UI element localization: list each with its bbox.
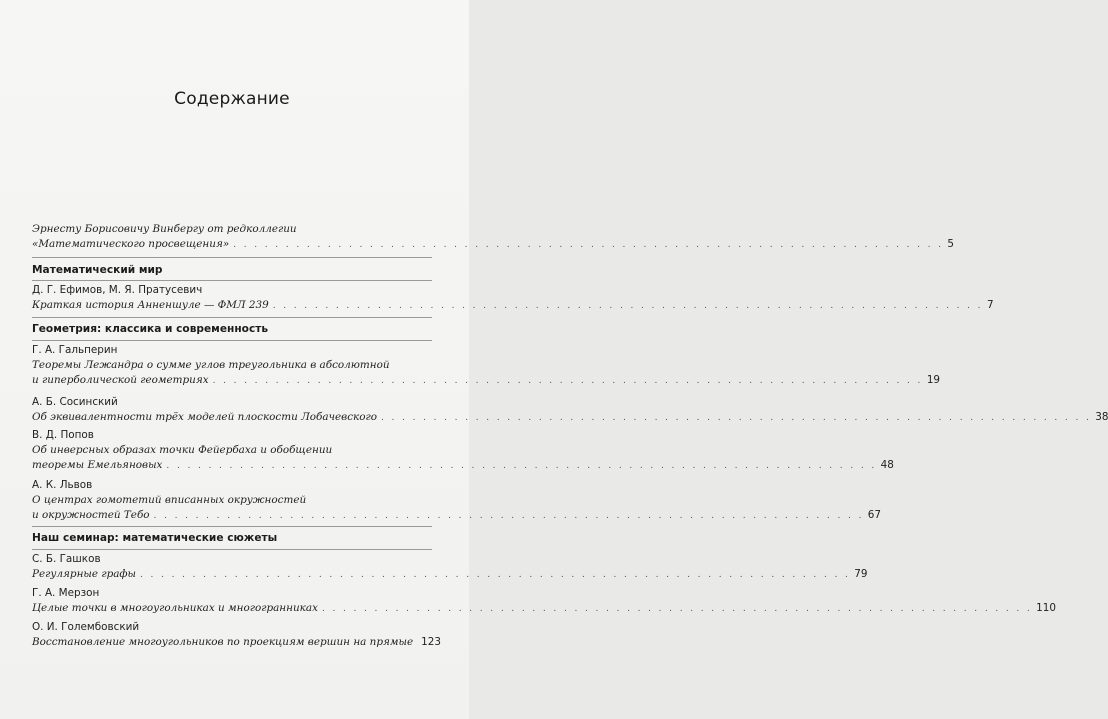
section-divider xyxy=(32,340,432,341)
entry-title-last-line xyxy=(32,373,941,389)
entry-author: В. Д. Попов xyxy=(32,429,94,441)
entry-author: Г. А. Гальперин xyxy=(32,344,118,356)
entry-title-line: Эрнесту Борисовичу Винбергу от редколлегии xyxy=(32,223,297,235)
entry-title-last-line xyxy=(32,410,1108,426)
page-title: Содержание xyxy=(174,89,290,109)
dot-leader: . . . . . . . . . . . . . . . . . . . . . . . . . . . . . . . . . . . . . . . . . . . . . . . . . . . . . . . . . . . . . . . . . . . . xyxy=(381,413,1092,423)
toc-entry[interactable] xyxy=(32,283,994,314)
section-heading-seminar: Наш семинар: математические сюжеты xyxy=(32,532,278,544)
section-divider xyxy=(32,257,432,258)
section-heading-geometry: Геометрия: классика и современность xyxy=(32,323,269,335)
dot-leader: . . . . . . . . . . . . . . . . . . . . . . . . . . . . . . . . . . . . . . . . . . . . . . . . . . . . . . . . . . . . . . . . . . . . xyxy=(140,570,851,580)
section-divider xyxy=(32,317,432,318)
section-divider xyxy=(32,280,432,281)
page-number: 38 xyxy=(1095,411,1108,423)
toc-entry[interactable] xyxy=(32,552,868,583)
toc-entry[interactable] xyxy=(32,586,1057,617)
page-number: 67 xyxy=(867,509,881,521)
entry-author: А. Б. Сосинский xyxy=(32,396,118,408)
entry-title-last-line xyxy=(32,508,881,524)
toc-entry[interactable] xyxy=(32,395,1108,426)
entry-title-line: Теоремы Лежандра о сумме углов треугольника в абсолютной xyxy=(32,359,390,371)
entry-author: А. К. Львов xyxy=(32,479,93,491)
page-number: 5 xyxy=(947,238,955,250)
entry-title-line: и гиперболической геометриях xyxy=(32,374,209,386)
entry-title-last-line xyxy=(32,601,1057,617)
entry-author: Д. Г. Ефимов, М. Я. Пратусевич xyxy=(32,284,203,296)
section-divider xyxy=(32,549,432,550)
entry-title-line: Об эквивалентности трёх моделей плоскости Лобачевского xyxy=(32,411,378,423)
page-number: 48 xyxy=(880,459,894,471)
dot-leader: . . . . . . . . . . . . . . . . . . . . . . . . . . . . . . . . . . . . . . . . . . . . . . . . . . . . . . . . . . . . . . . . . . . . xyxy=(272,301,983,311)
entry-title-last-line xyxy=(32,458,894,474)
entry-title-line: «Математического просвещения» xyxy=(32,238,230,250)
entry-title-last-line xyxy=(32,635,441,651)
toc-entry[interactable] xyxy=(32,478,881,524)
entry-title-line: и окружностей Тебо xyxy=(32,509,150,521)
dot-leader: . . . . . . . . . . . . . . . . . . . . . . . . . . . . . . . . . . . . . . . . . . . . . . . . . . . . . . . . . . . . . . . . . . . . xyxy=(166,461,877,471)
page-number: 123 xyxy=(421,636,441,648)
entry-title-line: Регулярные графы xyxy=(32,568,137,580)
page-number: 110 xyxy=(1036,602,1057,614)
entry-title-line: О центрах гомотетий вписанных окружностей xyxy=(32,494,307,506)
page-number: 19 xyxy=(926,374,941,386)
entry-title-line: Краткая история Анненшуле — ФМЛ 239 xyxy=(32,299,269,311)
page-number: 79 xyxy=(854,568,868,580)
entry-title-last-line xyxy=(32,567,868,583)
entry-title-last-line xyxy=(32,237,955,253)
entry-title-line: Целые точки в многоугольниках и многогранниках xyxy=(32,602,318,614)
toc-entry[interactable] xyxy=(32,343,941,389)
entry-author: Г. А. Мерзон xyxy=(32,587,100,599)
dot-leader: . . . . . . . . . . . . . . . . . . . . . . . . . . . . . . . . . . . . . . . . . . . . . . . . . . . . . . . . . . . . . . . . . . . . xyxy=(212,376,923,386)
toc-entry[interactable] xyxy=(32,620,441,651)
section-heading-math-world: Математический мир xyxy=(32,264,163,276)
entry-title-line: теоремы Емельяновых xyxy=(32,459,163,471)
toc-entry[interactable] xyxy=(32,428,894,474)
entry-author: С. Б. Гашков xyxy=(32,553,101,565)
dot-leader: . . . . . . . . . . . . . . . . . . . . . . . . . . . . . . . . . . . . . . . . . . . . . . . . . . . . . . . . . . . . . . . . . . . . xyxy=(233,240,944,250)
entry-title-line: Восстановление многоугольников по проекциям вершин на прямые xyxy=(32,636,414,648)
entry-author: О. И. Голембовский xyxy=(32,621,140,633)
dot-leader: . . . . . . . . . . . . . . . . . . . . . . . . . . . . . . . . . . . . . . . . . . . . . . . . . . . . . . . . . . . . . . . . . . . . xyxy=(153,511,864,521)
entry-title-line: Об инверсных образах точки Фейербаха и обобщении xyxy=(32,444,333,456)
section-divider xyxy=(32,526,432,527)
dot-leader: . . . . . . . . . . . . . . . . . . . . . . . . . . . . . . . . . . . . . . . . . . . . . . . . . . . . . . . . . . . . . . . . . . . . xyxy=(321,604,1033,614)
entry-title-last-line xyxy=(32,298,994,314)
page-number: 7 xyxy=(986,299,994,311)
toc-entry-intro[interactable] xyxy=(32,222,955,253)
